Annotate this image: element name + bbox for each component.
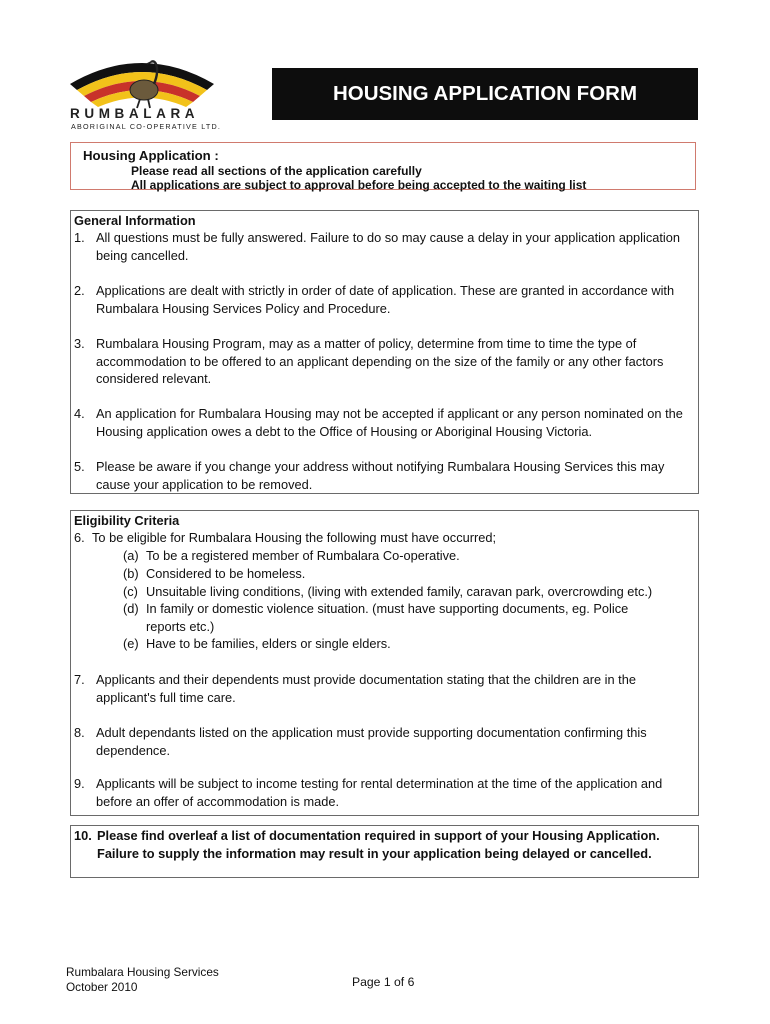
logo-name: RUMBALARA <box>70 106 200 121</box>
item-number: 1. <box>74 230 85 245</box>
item-text: Applicants will be subject to income testing for rental determination at the time of the application and before an offer of accommodation is made. <box>96 776 663 809</box>
item-number: 3. <box>74 336 85 351</box>
sub-item-letter: (b) <box>123 566 139 581</box>
item-number: 9. <box>74 776 85 791</box>
logo-subtitle: ABORIGINAL CO-OPERATIVE LTD. <box>71 122 222 131</box>
general-information-section <box>70 210 699 494</box>
sub-item-text: Unsuitable living conditions, (living with extended family, caravan park, overcrowding etc.) <box>146 584 653 599</box>
sub-item-letter: (a) <box>123 548 139 563</box>
item-text: To be eligible for Rumbalara Housing the following must have occurred; <box>92 530 497 545</box>
item-text: An application for Rumbalara Housing may not be accepted if applicant or any person nominated on the Housing application owes a debt to the Office of Housing or Aboriginal Housing Victoria. <box>96 406 683 439</box>
footer-date: October 2010 <box>66 980 138 994</box>
item-number: 5. <box>74 459 85 474</box>
section-heading: Eligibility Criteria <box>74 513 180 528</box>
footer-organization: Rumbalara Housing Services <box>66 965 219 979</box>
item-number: 7. <box>74 672 85 687</box>
application-notice-box <box>70 142 696 190</box>
item-number: 6. <box>74 530 85 545</box>
item-text: Please find overleaf a list of documentation required in support of your Housing Application. Failure to supply the information may result in your application being delayed or cancelled. <box>97 828 660 861</box>
item-number: 8. <box>74 725 85 740</box>
sub-item-letter: (d) <box>123 601 139 616</box>
application-instruction: Please read all sections of the application carefully <box>131 164 422 178</box>
item-text: Rumbalara Housing Program, may as a matter of policy, determine from time to time the type of accommodation to be offered to an applicant depending on the size of the family or any other factors considered relevant. <box>96 336 664 387</box>
item-number: 2. <box>74 283 85 298</box>
documentation-note-section <box>70 825 699 878</box>
item-text: Applications are dealt with strictly in order of date of application. These are granted in accordance with Rumbalara Housing Services Policy and Procedure. <box>96 283 675 316</box>
form-title: HOUSING APPLICATION FORM <box>272 68 698 120</box>
eligibility-criteria-section <box>70 510 699 816</box>
sub-item-letter: (c) <box>123 584 138 599</box>
sub-item-text: In family or domestic violence situation. (must have supporting documents, eg. Police reports etc.) <box>146 601 629 634</box>
item-text: Adult dependants listed on the application must provide supporting documentation confirming this dependence. <box>96 725 647 758</box>
item-text: Applicants and their dependents must provide documentation stating that the children are in the applicant's full time care. <box>96 672 636 705</box>
sub-item-text: Have to be families, elders or single elders. <box>146 636 391 651</box>
sub-item-text: Considered to be homeless. <box>146 566 306 581</box>
page-number: Page 1 of 6 <box>352 975 415 989</box>
item-text: Please be aware if you change your address without notifying Rumbalara Housing Services this may cause your application to be removed. <box>96 459 665 492</box>
section-heading: General Information <box>74 213 196 228</box>
item-text: All questions must be fully answered. Failure to do so may cause a delay in your application application being cancelled. <box>96 230 681 263</box>
sub-item-letter: (e) <box>123 636 139 651</box>
application-approval-note: All applications are subject to approval before being accepted to the waiting list <box>131 178 587 192</box>
item-number: 10. <box>74 828 92 843</box>
application-title: Housing Application : <box>83 148 219 163</box>
sub-item-text: To be a registered member of Rumbalara Co-operative. <box>146 548 460 563</box>
item-number: 4. <box>74 406 85 421</box>
